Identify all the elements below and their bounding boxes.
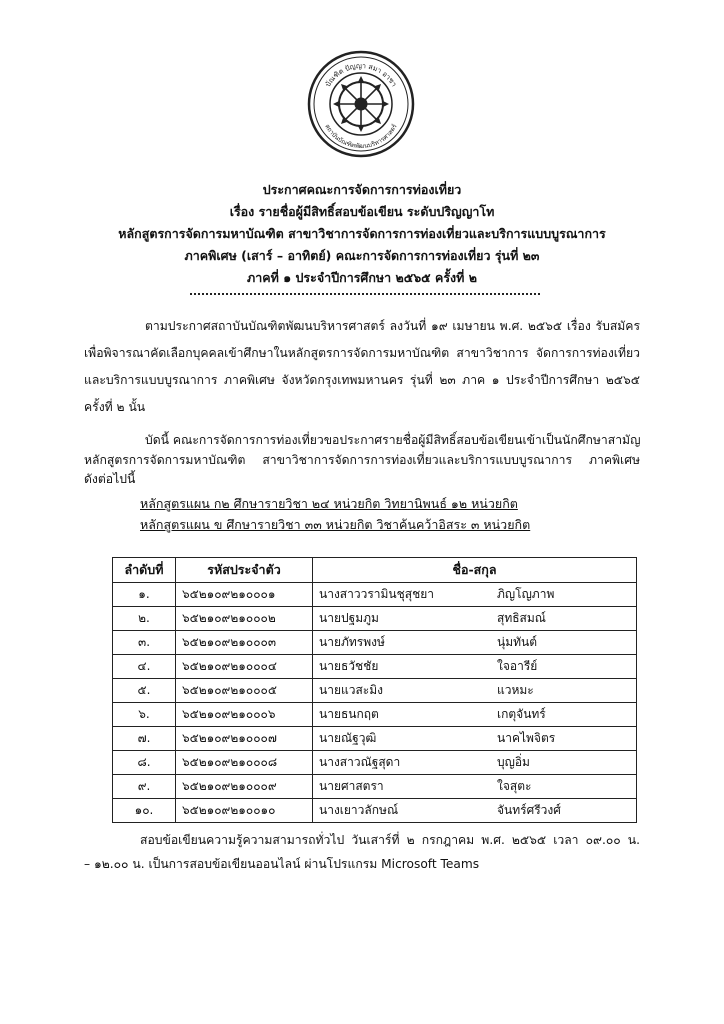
paragraph-2-line-1: บัดนี้ คณะการจัดการการท่องเที่ยวขอประกาศรายชื่อผู้มีสิทธิ์สอบข้อเขียนเข้าเป็นนักศึกษาสามัญ	[145, 433, 641, 447]
dharma-wheel-icon	[333, 76, 389, 132]
student-id: ๖๕๒๑๐๙๒๑๐๐๐๙	[176, 775, 313, 799]
table-row	[113, 727, 637, 751]
exam-schedule-line-1: สอบข้อเขียนความรู้ความสามารถทั่วไป วันเสาร์ที่ ๒ กรกฎาคม พ.ศ. ๒๕๖๕ เวลา ๐๙.๐๐ น.	[140, 833, 640, 847]
last-name: นุ่มทันต์	[497, 635, 538, 649]
last-name: เกตุจันทร์	[497, 707, 546, 721]
first-name: นายณัฐวุฒิ	[319, 731, 377, 745]
first-name: นางเยาวลักษณ์	[319, 803, 399, 817]
last-name: แวหมะ	[497, 683, 534, 697]
last-name: นาคไพจิตร	[497, 731, 556, 745]
full-name	[313, 751, 637, 775]
paragraph-2-line-2: หลักสูตรการจัดการมหาบัณฑิต สาขาวิชาการจัดการการท่องเที่ยวและบริการแบบบูรณาการ ภาคพิเศษ	[84, 453, 640, 467]
student-id: ๖๕๒๑๐๙๒๑๐๐๐๗	[176, 727, 313, 751]
first-name: นายภัทรพงษ์	[319, 635, 385, 649]
student-id: ๖๕๒๑๐๙๒๑๐๐๐๔	[176, 655, 313, 679]
row-number: ๔.	[113, 655, 176, 679]
header-no: ลำดับที่	[113, 558, 176, 583]
dotted-divider	[190, 293, 540, 295]
first-name: นายศาสตรา	[319, 779, 384, 793]
table-row	[113, 775, 637, 799]
table-row	[113, 583, 637, 607]
full-name	[313, 583, 637, 607]
table-row	[113, 703, 637, 727]
row-number: ๙.	[113, 775, 176, 799]
announcement-title: ประกาศคณะการจัดการการท่องเที่ยว	[262, 182, 462, 197]
program-batch: ภาคพิเศษ (เสาร์ – อาทิตย์) คณะการจัดการการท่องเที่ยว รุ่นที่ ๒๓	[184, 248, 540, 263]
table-row	[113, 607, 637, 631]
first-name: นายแวสะมิง	[319, 683, 383, 697]
full-name	[313, 679, 637, 703]
last-name: ใจสุตะ	[497, 779, 532, 793]
student-id: ๖๕๒๑๐๙๒๑๐๐๐๖	[176, 703, 313, 727]
full-name	[313, 607, 637, 631]
header-student-id: รหัสประจำตัว	[176, 558, 313, 583]
first-name: นายธวัชชัย	[319, 659, 379, 673]
plan-b-heading: หลักสูตรแผน ข ศึกษารายวิชา ๓๓ หน่วยกิต วิชาค้นคว้าอิสระ ๓ หน่วยกิต	[140, 517, 531, 532]
paragraph-1-line-2: เพื่อพิจารณาคัดเลือกบุคคลเข้าศึกษาในหลักสูตรการจัดการมหาบัณฑิต สาขาวิชาการ จัดการการท่องเที่ยว	[84, 346, 640, 360]
student-id: ๖๕๒๑๐๙๒๑๐๐๐๘	[176, 751, 313, 775]
paragraph-1-line-4: ครั้งที่ ๒ นั้น	[84, 400, 146, 414]
student-id: ๖๕๒๑๐๙๒๑๐๐๐๑	[176, 583, 313, 607]
student-id: ๖๕๒๑๐๙๒๑๐๐๐๓	[176, 631, 313, 655]
full-name	[313, 727, 637, 751]
row-number: ๘.	[113, 751, 176, 775]
student-id: ๖๕๒๑๐๙๒๑๐๐๐๕	[176, 679, 313, 703]
paragraph-1-line-1: ตามประกาศสถาบันบัณฑิตพัฒนบริหารศาสตร์ ลงวันที่ ๑๙ เมษายน พ.ศ. ๒๕๖๕ เรื่อง รับสมัคร	[145, 319, 640, 333]
table-row	[113, 679, 637, 703]
first-name: นางสาวณัฐสุดา	[319, 755, 401, 769]
institution-seal-emblem	[307, 50, 415, 158]
paragraph-1-line-3: และบริการแบบบูรณาการ ภาคพิเศษ จังหวัดกรุงเทพมหานคร รุ่นที่ ๒๓ ภาค ๑ ประจำปีการศึกษา ๒๕๖๕	[84, 373, 640, 387]
seal-top-text: บัณฑิต ปัญญา สมา อาชา	[323, 61, 399, 89]
first-name: นายธนกฤต	[319, 707, 379, 721]
last-name: สุทธิสมณ์	[497, 611, 546, 625]
row-number: ๑๐.	[113, 799, 176, 823]
exam-schedule-line-2: – ๑๒.๐๐ น. เป็นการสอบข้อเขียนออนไลน์ ผ่านโปรแกรม Microsoft Teams	[84, 857, 480, 871]
row-number: ๕.	[113, 679, 176, 703]
row-number: ๓.	[113, 631, 176, 655]
row-number: ๗.	[113, 727, 176, 751]
last-name: บุญอิ่ม	[497, 755, 530, 769]
first-name: นายปฐมภูม	[319, 611, 379, 625]
semester-info: ภาคที่ ๑ ประจำปีการศึกษา ๒๕๖๕ ครั้งที่ ๒	[246, 270, 477, 285]
last-name: ภิญโญภาพ	[497, 587, 555, 601]
student-id: ๖๕๒๑๐๙๒๑๐๐๑๐	[176, 799, 313, 823]
table-header-row	[113, 558, 637, 583]
full-name	[313, 799, 637, 823]
plan-a2-heading: หลักสูตรแผน ก๒ ศึกษารายวิชา ๒๔ หน่วยกิต วิทยานิพนธ์ ๑๒ หน่วยกิต	[140, 496, 518, 511]
header-full-name: ชื่อ-สกุล	[313, 558, 637, 583]
seal-bottom-text: สถาบันบัณฑิตพัฒนบริหารศาสตร์	[323, 123, 399, 151]
last-name: จันทร์ศรีวงศ์	[497, 803, 561, 817]
table-row	[113, 751, 637, 775]
row-number: ๑.	[113, 583, 176, 607]
full-name	[313, 703, 637, 727]
paragraph-2-line-3: ดังต่อไปนี้	[84, 472, 136, 486]
announcement-subject: เรื่อง รายชื่อผู้มีสิทธิ์สอบข้อเขียน ระดับปริญญาโท	[229, 204, 495, 219]
row-number: ๒.	[113, 607, 176, 631]
full-name	[313, 775, 637, 799]
table-row	[113, 631, 637, 655]
last-name: ใจอารีย์	[497, 659, 538, 673]
table-row	[113, 799, 637, 823]
candidate-table	[112, 557, 637, 823]
program-name: หลักสูตรการจัดการมหาบัณฑิต สาขาวิชาการจัดการการท่องเที่ยวและบริการแบบบูรณาการ	[118, 226, 606, 241]
row-number: ๖.	[113, 703, 176, 727]
student-id: ๖๕๒๑๐๙๒๑๐๐๐๒	[176, 607, 313, 631]
full-name	[313, 655, 637, 679]
first-name: นางสาววรามินชุสุชยา	[319, 587, 435, 601]
table-row	[113, 655, 637, 679]
full-name	[313, 631, 637, 655]
